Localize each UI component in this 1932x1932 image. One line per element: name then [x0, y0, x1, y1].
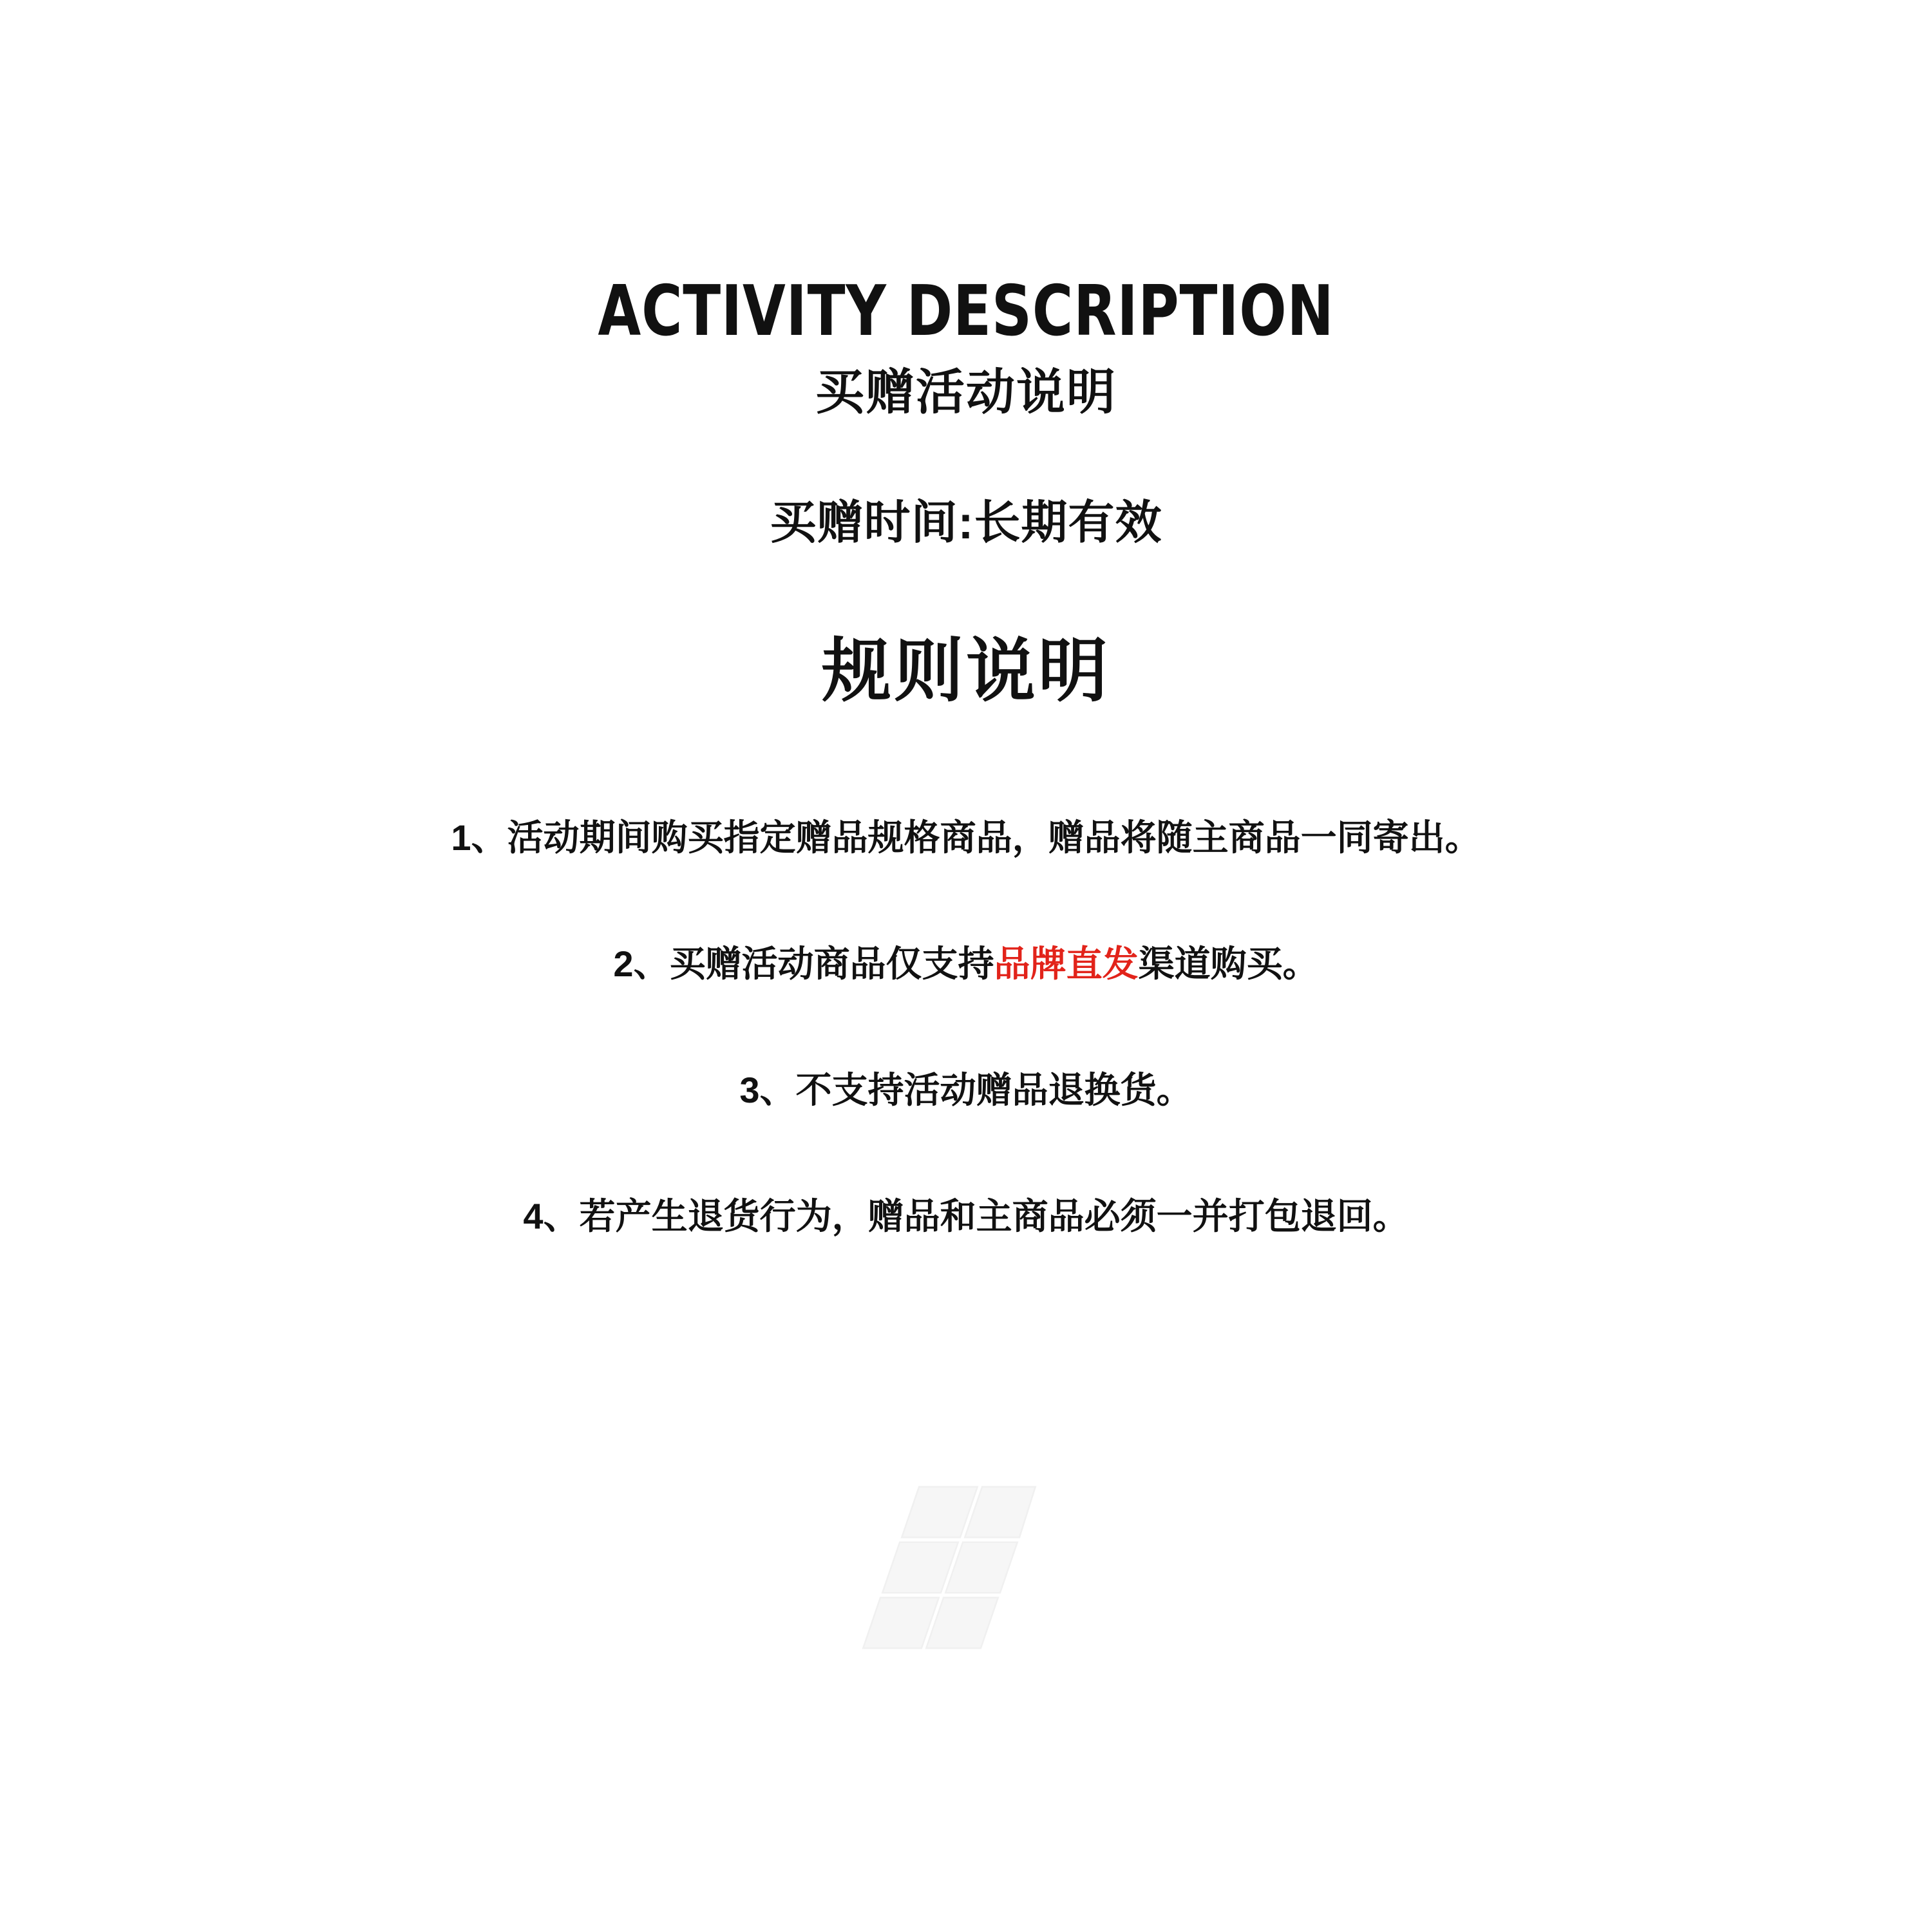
rule-text-before: 4、若产生退货行为，赠品和主商品必须一并打包退回。	[523, 1196, 1409, 1236]
activity-period-text: 买赠时间:长期有效	[770, 497, 1162, 549]
page-title-chinese: 买赠活动说明	[815, 365, 1117, 420]
list-item	[739, 1068, 1192, 1113]
rule-text-before: 1、活动期间购买指定赠品规格商品，赠品将随主商品一同寄出。	[451, 817, 1481, 858]
list-item	[451, 815, 1481, 860]
rule-text-before: 2、买赠活动商品仅支持	[613, 943, 994, 984]
rules-list	[0, 815, 1932, 1239]
list-item	[523, 1194, 1408, 1239]
rule-text-after: 渠道购买。	[1138, 943, 1319, 984]
list-item	[613, 942, 1318, 987]
page-header	[0, 271, 1932, 420]
page-title-english: ACTIVITY DESCRIPTION	[598, 271, 1334, 352]
rules-section-heading: 规则说明	[821, 632, 1110, 710]
rule-text-highlight: 品牌直发	[994, 943, 1139, 984]
brand-logo-watermark-icon	[850, 1481, 1082, 1662]
rule-text-before: 3、不支持活动赠品退换货。	[739, 1070, 1193, 1110]
